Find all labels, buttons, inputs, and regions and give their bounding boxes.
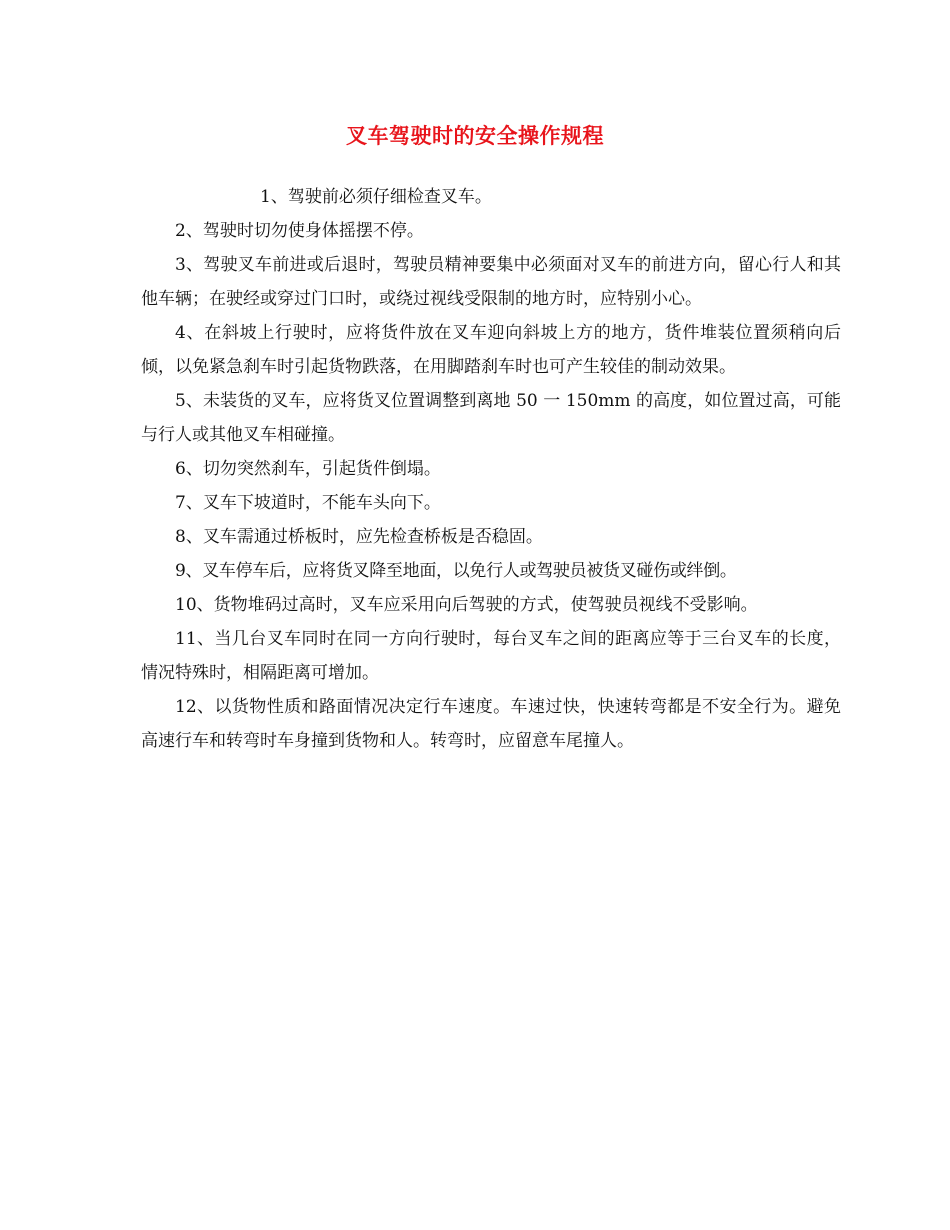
document-body — [141, 180, 841, 758]
paragraph-7: 7、叉车下坡道时，不能车头向下。 — [175, 493, 441, 513]
paragraph-2: 2、驾驶时切勿使身体摇摆不停。 — [175, 221, 424, 241]
paragraph-3: 3、驾驶叉车前进或后退时，驾驶员精神要集中必须面对叉车的前进方向，留心行人和其他车辆；在驶经或穿过门口时，或绕过视线受限制的地方时，应特别小心。 — [141, 255, 841, 309]
paragraph-9: 9、叉车停车后，应将货叉降至地面，以免行人或驾驶员被货叉碰伤或绊倒。 — [175, 561, 737, 581]
paragraph-12: 12、以货物性质和路面情况决定行车速度。车速过快，快速转弯都是不安全行为。避免高速行车和转弯时车身撞到货物和人。转弯时，应留意车尾撞人。 — [141, 697, 841, 751]
paragraph-6: 6、切勿突然刹车，引起货件倒塌。 — [175, 459, 441, 479]
paragraph-11: 11、当几台叉车同时在同一方向行驶时，每台叉车之间的距离应等于三台叉车的长度，情况特殊时，相隔距离可增加。 — [141, 629, 841, 683]
paragraph-4: 4、在斜坡上行驶时，应将货件放在叉车迎向斜坡上方的地方，货件堆装位置须稍向后倾，以免紧急刹车时引起货物跌落，在用脚踏刹车时也可产生较佳的制动效果。 — [141, 323, 841, 377]
paragraph-10: 10、货物堆码过高时，叉车应采用向后驾驶的方式，使驾驶员视线不受影响。 — [175, 595, 758, 615]
paragraph-5: 5、未装货的叉车，应将货叉位置调整到离地 50 一 150mm 的高度，如位置过高，可能与行人或其他叉车相碰撞。 — [141, 391, 841, 445]
paragraph-8: 8、叉车需通过桥板时，应先检查桥板是否稳固。 — [175, 527, 543, 547]
document-title: 叉车驾驶时的安全操作规程 — [346, 124, 604, 148]
paragraph-1: 1、驾驶前必须仔细检查叉车。 — [260, 187, 492, 207]
